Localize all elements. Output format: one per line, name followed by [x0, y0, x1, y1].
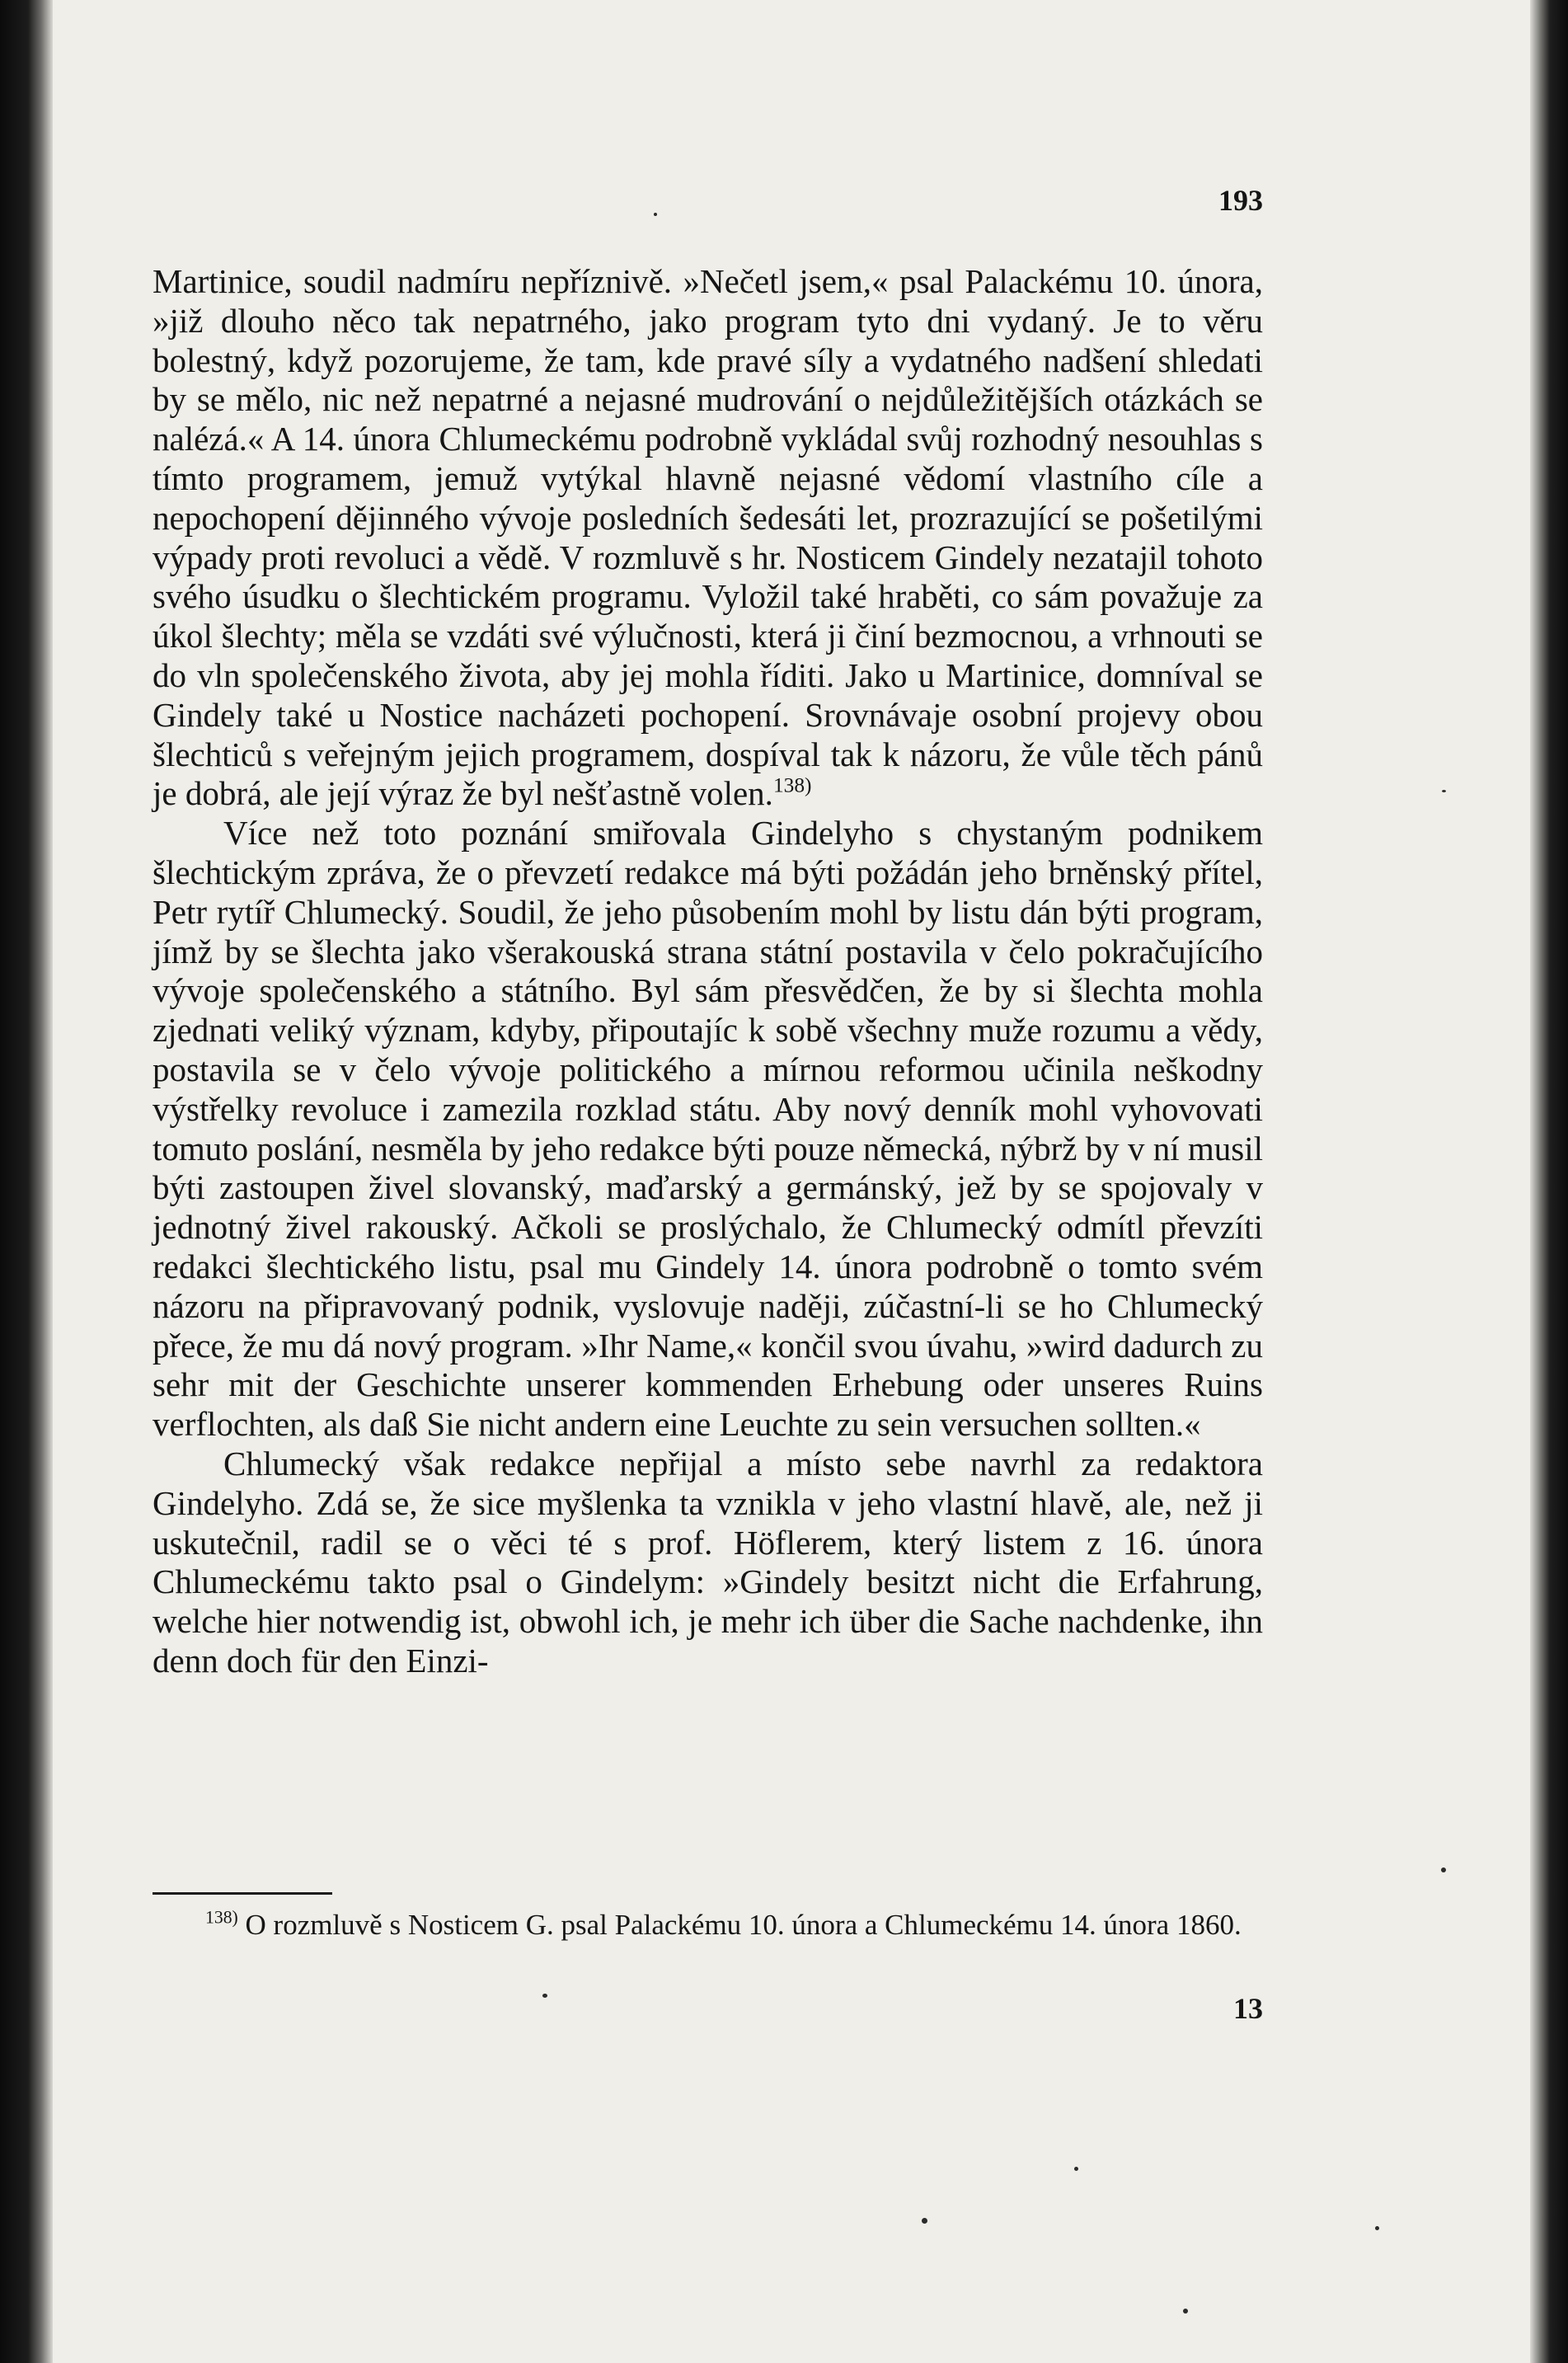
- paragraph-3: Chlumecký však redakce nepřijal a místo sebe navrhl za redaktora Gindelyho. Zdá se, že sice myšlenka ta vznikla v jeho vlastní hlavě, ale, než ji uskutečnil, radil se o věci té s prof. Höflerem, který listem z 16. února Chlumeckému takto psal o Gindelym: »Gindely besitzt nicht die Erfahrung, welche hier notwendig ist, obwohl ich, je mehr ich über die Sache nachdenke, ihn denn doch für den Einzi-: [153, 1444, 1263, 1679]
- scan-speck: [1442, 790, 1446, 792]
- footnote-divider: [153, 1892, 332, 1895]
- scan-speck: [654, 213, 657, 216]
- footnote-text: O rozmluvě s Nosticem G. psal Palackému 10. února a Chlumeckému 14. února 1860.: [245, 1909, 1242, 1941]
- paragraph-1-text: Martinice, soudil nadmíru nepříznivě. »Nečetl jsem,« psal Palackému 10. února, »již dlouho něco tak nepatrného, jako program tyto dni vydaný. Je to věru bolestný, když pozorujeme, že tam, kde pravé síly a vydatného nadšení shledati by se mělo, nic než nepatrné a nejasné mudrování o nejdůležitějších otázkách se nalézá.« A 14. února Chlumeckému podrobně vykládal svůj rozhodný nesouhlas s tímto programem, jemuž vytýkal hlavně nejasné vědomí vlastního cíle a nepochopení dějinného vývoje posledních šedesáti let, prozrazující se pošetilými výpady proti revoluci a vědě. V rozmluvě s hr. Nosticem Gindely nezatajil tohoto svého úsudku o šlechtickém programu. Vyložil také hraběti, co sám považuje za úkol šlechty; měla se vzdáti své výlučnosti, která ji činí bezmocnou, a vrhnouti se do vln společenského života, aby jej mohla říditi. Jako u Martinice, domníval se Gindely také u Nostice nacházeti pochopení. Srovnávaje osobní projevy obou šlechticů s veřejným jejich programem, dospíval tak k názoru, že vůle těch pánů je dobrá, ale její výraz že byl nešťastně volen.: [153, 262, 1263, 813]
- footnote: [153, 1908, 1263, 1943]
- paragraph-2: Více než toto poznání smiřovala Gindelyho s chystaným podnikem šlechtickým zpráva, že o převzetí redakce má býti požádán jeho brněnský přítel, Petr rytíř Chlumecký. Soudil, že jeho působením mohl by listu dán býti program, jímž by se šlechta jako všerakouská strana státní postavila v čelo pokračujícího vývoje společenského a státního. Byl sám přesvědčen, že by si šlechta mohla zjednati veliký význam, kdyby, připoutajíc k sobě všechny muže rozumu a vědy, postavila se v čelo vývoje politického a mírnou reformou učinila neškodny výstřelky revoluce i zamezila rozklad státu. Aby nový denník mohl vyhovovati tomuto poslání, nesměla by jeho redakce býti pouze německá, nýbrž by v ní musil býti zastoupen živel slovanský, maďarský a germánský, jež by se spojovaly v jednotný živel rakouský. Ačkoli se proslýchalo, že Chlumecký odmítl převzíti redakci šlechtického listu, psal mu Gindely 14. února podrobně o tomto svém názoru na připravovaný podnik, vyslovuje naději, zúčastní-li se ho Chlumecký přece, že mu dá nový program. »Ihr Name,« končil svou úvahu, »wird dadurch zu sehr mit der Geschichte unserer kommenden Erhebung oder unseres Ruins verflochten, als daß Sie nicht andern eine Leuchte zu sein versuchen sollten.«: [153, 814, 1263, 1444]
- scan-edge-right: [1530, 0, 1568, 2363]
- scan-edge-left: [0, 0, 53, 2363]
- scan-speck: [1183, 2309, 1188, 2314]
- paragraph-1: [153, 262, 1263, 814]
- scan-speck: [922, 2218, 927, 2224]
- scan-speck: [1375, 2226, 1379, 2230]
- page-number: 193: [1218, 184, 1263, 217]
- scan-speck: [1074, 2167, 1078, 2171]
- main-text: [153, 262, 1263, 1681]
- signature-mark: 13: [1233, 1992, 1263, 2025]
- scan-speck: [1441, 1867, 1446, 1872]
- scan-speck: [542, 1994, 547, 1998]
- footnote-marker: 138): [205, 1907, 238, 1928]
- footnote-reference: 138): [772, 773, 812, 797]
